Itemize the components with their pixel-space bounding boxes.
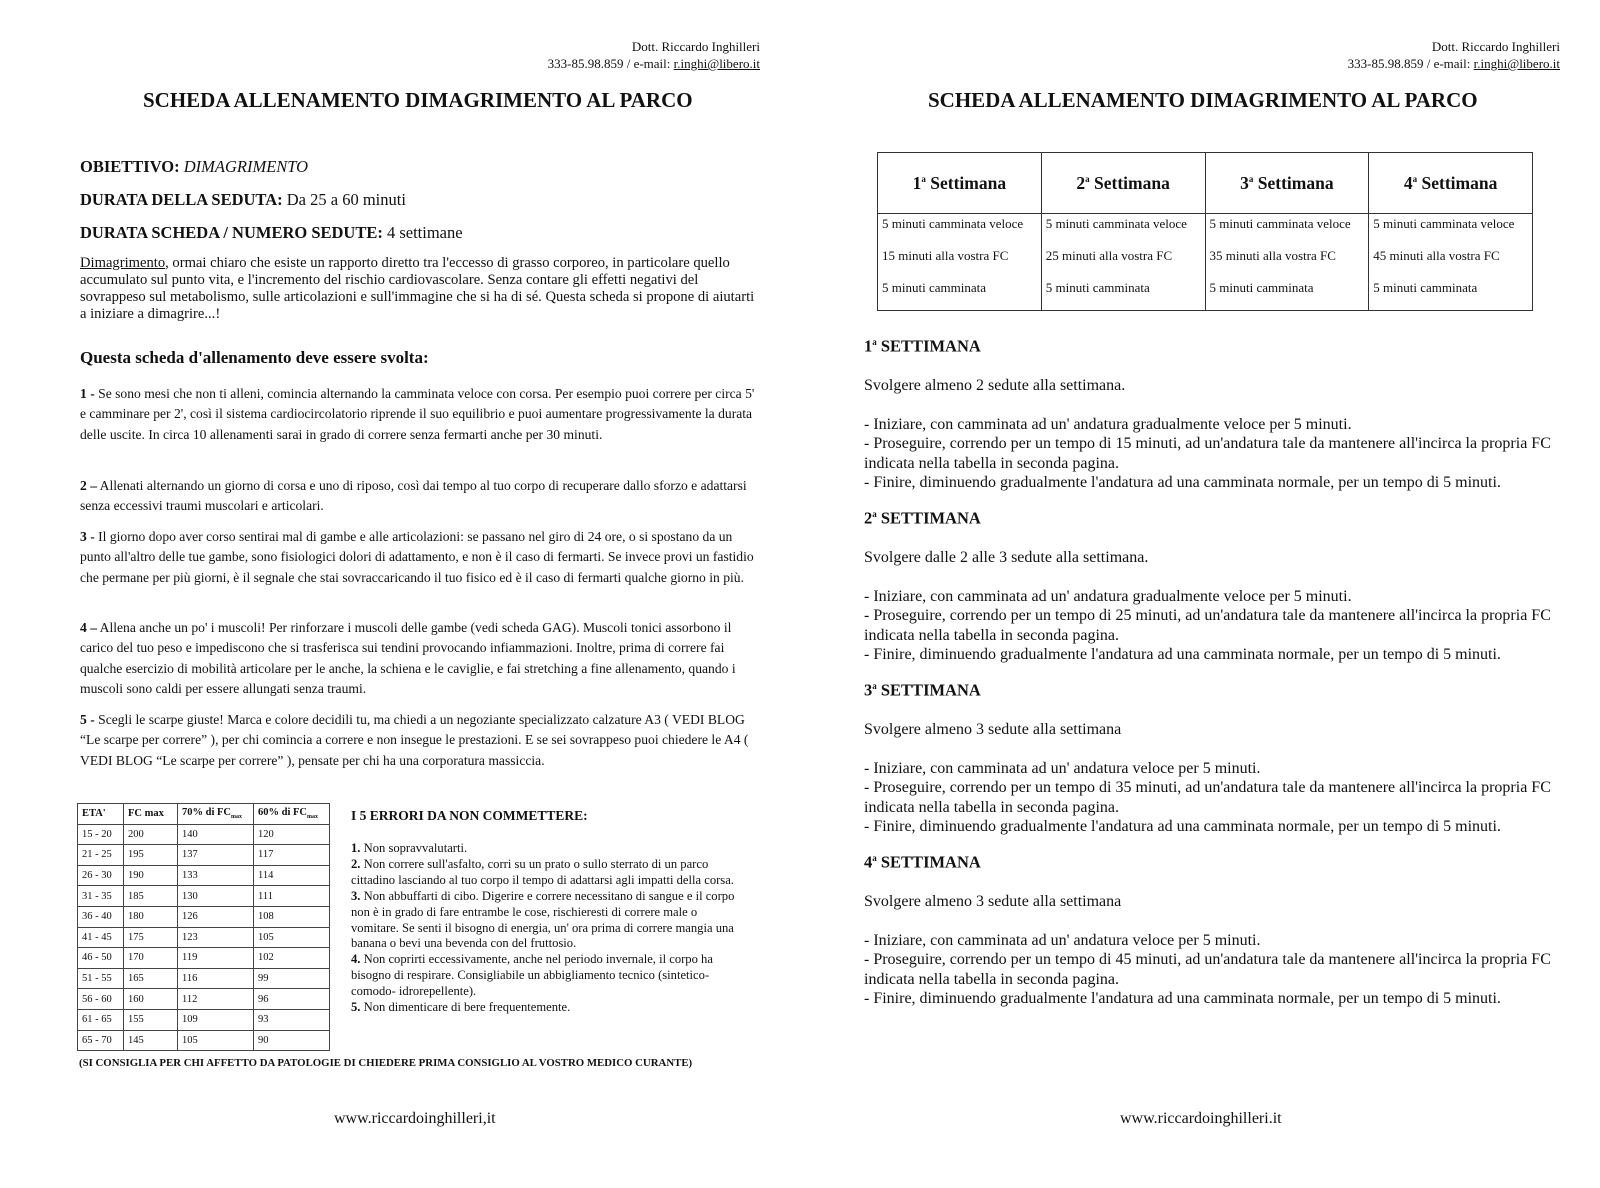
- week-step: - Proseguire, correndo per un tempo di 45 minuti, ad un'andatura tale da mantenere all'incirca la propria FC indicata nella tabella in seconda pagina.: [864, 951, 1551, 988]
- section-subtitle: Questa scheda d'allenamento deve essere svolta:: [80, 348, 429, 367]
- table-cell: 160: [124, 989, 178, 1010]
- week-title: SETTIMANA: [880, 680, 981, 700]
- table-cell: 93: [254, 1009, 330, 1030]
- table-cell: 105: [178, 1030, 254, 1051]
- tip-text: Il giorno dopo aver corso sentirai mal di gambe e alle articolazioni: se passano nel giro di 24 ore, o si spostano da un punto all'altro delle tue gambe, sono fisiologici dolori di adattamento, e non è il caso di fermarti. Se invece provi un fastidio che permane per più giorni, è il segnale che stai sovraccaricando il tuo fisico ed è il caso di fermarti qualche giorno in più.: [80, 529, 754, 585]
- author-name: Dott. Riccardo Inghilleri: [631, 39, 760, 54]
- objective-value: DIMAGRIMENTO: [183, 157, 309, 176]
- error-item: [351, 1000, 741, 1016]
- week-heading: [864, 677, 1554, 700]
- week-sessions: Svolgere dalle 2 alle 3 sedute alla settimana.: [864, 549, 1149, 567]
- column-header: [178, 804, 254, 825]
- week-number: 3: [1240, 172, 1249, 193]
- table-row: [78, 886, 330, 907]
- table-cell: 112: [178, 989, 254, 1010]
- table-row: [78, 948, 330, 969]
- table-cell: 15 minuti alla vostra FC: [878, 246, 1042, 278]
- table-cell: 21 - 25: [78, 845, 124, 866]
- error-item: [351, 952, 741, 1000]
- table-cell: 15 - 20: [78, 824, 124, 845]
- table-cell: 119: [178, 948, 254, 969]
- table-cell: 96: [254, 989, 330, 1010]
- table-header-row: [878, 153, 1533, 214]
- tip-paragraph: [80, 384, 760, 445]
- table-cell: 35 minuti alla vostra FC: [1205, 246, 1369, 278]
- table-cell: 190: [124, 865, 178, 886]
- error-number: 3.: [351, 888, 361, 903]
- week-steps: [864, 759, 1554, 837]
- week-number: 2: [1076, 172, 1086, 193]
- week-section: [864, 333, 1554, 493]
- table-cell: 195: [124, 845, 178, 866]
- table-row: [878, 214, 1533, 247]
- column-header: FC max: [124, 804, 178, 825]
- week-steps: [864, 587, 1554, 665]
- week-step: - Iniziare, con camminata ad un' andatura gradualmente veloce per 5 minuti.: [864, 587, 1352, 605]
- page-title: SCHEDA ALLENAMENTO DIMAGRIMENTO AL PARCO: [143, 88, 693, 112]
- week-section: [864, 505, 1554, 665]
- week-step: - Iniziare, con camminata ad un' andatura veloce per 5 minuti.: [864, 759, 1261, 777]
- intro-paragraph: [80, 255, 760, 323]
- tip-paragraph: [80, 527, 760, 588]
- ordinal-suffix: a: [872, 337, 877, 347]
- session-duration-line: [80, 190, 406, 210]
- tip-paragraph: [80, 476, 760, 517]
- table-cell: 120: [254, 824, 330, 845]
- week-column-header: [1369, 153, 1533, 214]
- table-row: [78, 968, 330, 989]
- table-cell: 45 minuti alla vostra FC: [1369, 246, 1533, 278]
- table-cell: 5 minuti camminata: [878, 278, 1042, 311]
- table-cell: 25 minuti alla vostra FC: [1041, 246, 1205, 278]
- ordinal-suffix: a: [1248, 173, 1254, 184]
- tip-paragraph: [80, 618, 760, 700]
- table-cell: 109: [178, 1009, 254, 1030]
- week-number: 1: [912, 172, 922, 193]
- error-number: 1.: [351, 841, 361, 855]
- table-cell: 26 - 30: [78, 865, 124, 886]
- week-step: - Iniziare, con camminata ad un' andatura veloce per 5 minuti.: [864, 931, 1261, 949]
- week-number: 1: [864, 336, 873, 356]
- week-label: Settimana: [1094, 172, 1170, 193]
- footer-website: www.riccardoinghilleri,it: [334, 1110, 496, 1127]
- week-step: - Proseguire, correndo per un tempo di 35 minuti, ad un'andatura tale da mantenere all'incirca la propria FC indicata nella tabella in seconda pagina.: [864, 779, 1551, 816]
- errors-title: I 5 ERRORI DA NON COMMETTERE:: [351, 808, 588, 823]
- table-cell: 105: [254, 927, 330, 948]
- table-row: [78, 824, 330, 845]
- table-row: [878, 246, 1533, 278]
- tip-text: Allena anche un po' i muscoli! Per rinforzare i muscoli delle gambe (vedi scheda GAG). Muscoli tonici assorbono il carico del tuo peso e impediscono che si trasferisca sui tendini provocando infiammazioni. Inoltre, prima di correre fai qualche esercizio di mobilità articolare per le anche, la schiena e le caviglie, e fai stretching a fine allenamento, quando i muscoli sono caldi per essere allungati senza traumi.: [80, 620, 736, 697]
- author-header: [1348, 38, 1560, 72]
- table-cell: 51 - 55: [78, 968, 124, 989]
- week-step: - Finire, diminuendo gradualmente l'andatura ad una camminata normale, per un tempo di 5 minuti.: [864, 818, 1501, 836]
- ordinal-suffix: a: [872, 509, 877, 519]
- table-cell: 41 - 45: [78, 927, 124, 948]
- week-number: 4: [864, 852, 873, 872]
- table-cell: 200: [124, 824, 178, 845]
- week-label: Settimana: [1421, 172, 1498, 193]
- ordinal-suffix: a: [872, 681, 877, 691]
- table-cell: 140: [178, 824, 254, 845]
- week-heading: [864, 849, 1554, 872]
- table-cell: 170: [124, 948, 178, 969]
- error-item: [351, 857, 741, 889]
- session-duration-label: DURATA DELLA SEDUTA:: [80, 190, 283, 209]
- table-cell: 126: [178, 906, 254, 927]
- column-header: ETA': [78, 804, 124, 825]
- errors-list: [351, 841, 741, 1016]
- table-cell: 175: [124, 927, 178, 948]
- plan-duration-value: 4 settimane: [386, 223, 463, 242]
- table-cell: 5 minuti camminata veloce: [1041, 214, 1205, 247]
- week-section: [864, 677, 1554, 837]
- table-row: [78, 927, 330, 948]
- table-cell: 56 - 60: [78, 989, 124, 1010]
- week-steps: [864, 415, 1554, 493]
- week-sessions: Svolgere almeno 2 sedute alla settimana.: [864, 377, 1126, 395]
- tip-number: 5 -: [80, 712, 95, 727]
- column-header-label: 60% di FC: [258, 807, 308, 819]
- error-text: Non dimenticare di bere frequentemente.: [360, 1000, 571, 1015]
- table-cell: 5 minuti camminata: [1041, 278, 1205, 311]
- table-cell: 117: [254, 845, 330, 866]
- author-contact: [548, 55, 760, 72]
- intro-text: , ormai chiaro che esiste un rapporto diretto tra l'eccesso di grasso corporeo, in particolare quello accumulato sul punto vita, e l'incremento del rischio cardiovascolare. Senza contare gli effetti negativi del sovrappeso sul metabolismo, sulle articolazioni e sull'immagine che si ha di sé. Questa scheda si propone di aiutarti a iniziare a dimagrire...!: [80, 255, 755, 322]
- table-cell: 155: [124, 1009, 178, 1030]
- heart-rate-table-body: [78, 824, 330, 1051]
- author-email-link[interactable]: r.inghi@libero.it: [673, 56, 760, 71]
- table-cell: 36 - 40: [78, 906, 124, 927]
- author-email-link[interactable]: r.inghi@libero.it: [1473, 56, 1560, 71]
- week-section: [864, 849, 1554, 1009]
- column-header-subscript: max: [307, 814, 319, 821]
- week-number: 2: [864, 508, 873, 528]
- table-cell: 130: [178, 886, 254, 907]
- week-sessions: Svolgere almeno 3 sedute alla settimana: [864, 893, 1122, 911]
- error-text: Non sopravvalutarti.: [360, 841, 468, 855]
- week-column-header: [1205, 153, 1369, 214]
- ordinal-suffix: a: [1412, 173, 1418, 184]
- table-cell: 145: [124, 1030, 178, 1051]
- table-cell: 116: [178, 968, 254, 989]
- tip-number: 2 –: [80, 478, 97, 493]
- table-cell: 102: [254, 948, 330, 969]
- objective-label: OBIETTIVO:: [80, 157, 180, 176]
- week-step: - Finire, diminuendo gradualmente l'andatura ad una camminata normale, per un tempo di 5 minuti.: [864, 474, 1501, 492]
- tip-text: Allenati alternando un giorno di corsa e uno di riposo, così dai tempo al tuo corpo di recuperare dallo sforzo e adattarsi senza eccessivi traumi muscolari e articolari.: [80, 478, 747, 514]
- ordinal-suffix: a: [921, 173, 926, 184]
- ordinal-suffix: a: [872, 853, 877, 863]
- week-step: - Finire, diminuendo gradualmente l'andatura ad una camminata normale, per un tempo di 5 minuti.: [864, 646, 1501, 664]
- table-row: [78, 845, 330, 866]
- tip-paragraph: [80, 710, 760, 771]
- author-contact: [1348, 55, 1560, 72]
- week-number: 3: [864, 680, 873, 700]
- table-cell: 99: [254, 968, 330, 989]
- author-phone: 333-85.98.859 / e-mail:: [547, 56, 671, 71]
- tip-text: Scegli le scarpe giuste! Marca e colore decidili tu, ma chiedi a un negoziante specializzato calzature A3 ( VEDI BLOG “Le scarpe per correre” ), per chi comincia a correre e non insegue le prestazioni. E se sei sovrappeso puoi chiedere le A4 ( VEDI BLOG “Le scarpe per correre” ), pensate per chi ha una corporatura massiccia.: [80, 712, 749, 768]
- week-sessions: Svolgere almeno 3 sedute alla settimana: [864, 721, 1122, 739]
- table-cell: 108: [254, 906, 330, 927]
- error-number: 4.: [351, 952, 361, 967]
- error-item: [351, 841, 741, 857]
- page-title: SCHEDA ALLENAMENTO DIMAGRIMENTO AL PARCO: [928, 88, 1478, 112]
- week-number: 4: [1403, 172, 1413, 193]
- column-header-label: 70% di FC: [182, 807, 232, 819]
- table-cell: 185: [124, 886, 178, 907]
- table-cell: 5 minuti camminata veloce: [1205, 214, 1369, 247]
- table-row: [78, 989, 330, 1010]
- table-cell: 61 - 65: [78, 1009, 124, 1030]
- author-header: [548, 38, 760, 72]
- author-name: Dott. Riccardo Inghilleri: [1431, 39, 1560, 54]
- weekly-plan-table-body: [878, 214, 1533, 311]
- table-row: [78, 906, 330, 927]
- tip-number: 1 -: [80, 386, 95, 401]
- table-cell: 133: [178, 865, 254, 886]
- table-cell: 5 minuti camminata veloce: [1369, 214, 1533, 247]
- week-column-header: [878, 153, 1042, 214]
- table-header-row: [78, 804, 330, 825]
- objective-line: [80, 157, 308, 177]
- error-number: 2.: [351, 856, 361, 871]
- plan-duration-label: DURATA SCHEDA / NUMERO SEDUTE:: [80, 223, 383, 242]
- week-step: - Finire, diminuendo gradualmente l'andatura ad una camminata normale, per un tempo di 5 minuti.: [864, 990, 1501, 1008]
- error-number: 5.: [351, 1000, 361, 1015]
- error-text: Non abbuffarti di cibo. Digerire e correre necessitano di sangue e il corpo non è in grado di fare entrambe le cose, rischieresti di correre male o vomitare. Se senti il bisogno di energia, un' ora prima di correre mangia una banana o bevi una bevenda con del fruttosio.: [351, 888, 735, 951]
- intro-keyword: Dimagrimento: [80, 255, 166, 271]
- week-step: - Iniziare, con camminata ad un' andatura gradualmente veloce per 5 minuti.: [864, 415, 1352, 433]
- table-cell: 46 - 50: [78, 948, 124, 969]
- tip-text: Se sono mesi che non ti alleni, comincia alternando la camminata veloce con corsa. Per esempio puoi correre per circa 5' e camminare per 2', così il sistema cardiocircolatorio riprende il suo equilibrio e puoi aumentare progressivamente la durata delle uscite. In circa 10 allenamenti sarai in grado di correre senza fermarti anche per 30 minuti.: [80, 386, 755, 442]
- footer-website: www.riccardoinghilleri.it: [1120, 1110, 1282, 1127]
- column-header-subscript: max: [231, 814, 243, 821]
- week-title: SETTIMANA: [880, 336, 981, 356]
- table-row: [78, 865, 330, 886]
- tip-number: 4 –: [80, 620, 97, 635]
- table-cell: 5 minuti camminata: [1205, 278, 1369, 311]
- week-steps: [864, 931, 1554, 1009]
- session-duration-value: Da 25 a 60 minuti: [286, 190, 406, 209]
- table-row: [878, 278, 1533, 311]
- week-label: Settimana: [1257, 172, 1334, 193]
- week-step: - Proseguire, correndo per un tempo di 15 minuti, ad un'andatura tale da mantenere all'incirca la propria FC indicata nella tabella in seconda pagina.: [864, 435, 1551, 472]
- table-cell: 114: [254, 865, 330, 886]
- tip-number: 3 -: [80, 529, 95, 544]
- table-row: [78, 1009, 330, 1030]
- week-column-header: [1041, 153, 1205, 214]
- table-cell: 180: [124, 906, 178, 927]
- week-label: Settimana: [930, 172, 1007, 193]
- table-cell: 65 - 70: [78, 1030, 124, 1051]
- plan-duration-line: [80, 223, 463, 243]
- medical-note: (SI CONSIGLIA PER CHI AFFETTO DA PATOLOGIE DI CHIEDERE PRIMA CONSIGLIO AL VOSTRO MEDICO CURANTE): [79, 1057, 693, 1069]
- column-header: [254, 804, 330, 825]
- error-text: Non coprirti eccessivamente, anche nel periodo invernale, il corpo ha bisogno di respirare. Consigliabile un abbigliamento tecnico (sintetico-comodo- idrorepellente).: [351, 952, 713, 999]
- table-cell: 5 minuti camminata: [1369, 278, 1533, 311]
- table-cell: 165: [124, 968, 178, 989]
- table-row: [78, 1030, 330, 1051]
- table-cell: 123: [178, 927, 254, 948]
- table-cell: 31 - 35: [78, 886, 124, 907]
- weekly-plan-table: [877, 152, 1533, 311]
- table-cell: 5 minuti camminata veloce: [878, 214, 1042, 247]
- error-text: Non correre sull'asfalto, corri su un prato o sullo sterrato di un parco cittadino lasciando al tuo corpo il tempo di adattarsi agli impatti della corsa.: [351, 856, 734, 887]
- ordinal-suffix: a: [1085, 173, 1090, 184]
- week-heading: [864, 333, 1554, 356]
- week-heading: [864, 505, 1554, 528]
- error-item: [351, 889, 741, 953]
- heart-rate-table: [77, 803, 330, 1051]
- week-step: - Proseguire, correndo per un tempo di 25 minuti, ad un'andatura tale da mantenere all'incirca la propria FC indicata nella tabella in seconda pagina.: [864, 607, 1551, 644]
- author-phone: 333-85.98.859 / e-mail:: [1347, 56, 1471, 71]
- week-title: SETTIMANA: [880, 508, 981, 528]
- table-cell: 111: [254, 886, 330, 907]
- week-title: SETTIMANA: [880, 852, 981, 872]
- page-right: [800, 0, 1600, 1188]
- table-cell: 90: [254, 1030, 330, 1051]
- table-cell: 137: [178, 845, 254, 866]
